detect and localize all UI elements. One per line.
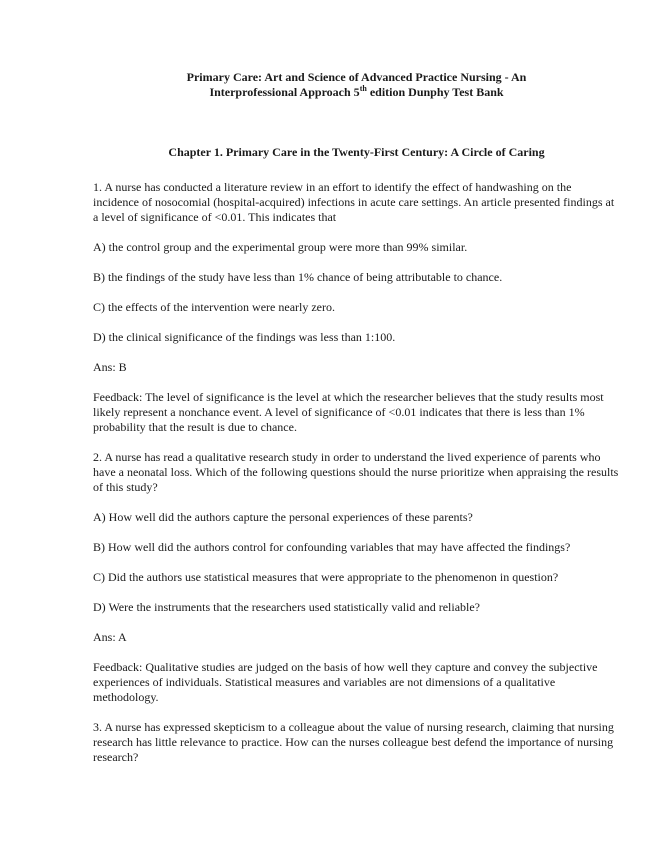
document-title-line2-post: edition Dunphy Test Bank — [366, 85, 504, 99]
question-1-option-a: A) the control group and the experimental group were more than 99% similar. — [93, 240, 468, 254]
question-2-option-d: D) Were the instruments that the researchers used statistically valid and reliable? — [93, 600, 481, 614]
question-1-answer: Ans: B — [93, 360, 127, 374]
question-2-option-b: B) How well did the authors control for confounding variables that may have affected the findings? — [93, 540, 571, 554]
question-2-answer: Ans: A — [93, 630, 127, 644]
question-1-feedback: Feedback: The level of significance is the level at which the researcher believes that the study results most likely represent a nonchance event. A level of significance of <0.01 indicates that there is less than 1% probability that the result is due to chance. — [93, 390, 604, 434]
question-1-option-b: B) the findings of the study have less than 1% chance of being attributable to chance. — [93, 270, 503, 284]
question-block-1 — [93, 180, 620, 435]
question-block-3 — [93, 720, 620, 765]
chapter-heading: Chapter 1. Primary Care in the Twenty-First Century: A Circle of Caring — [168, 145, 545, 159]
document-title-line2-pre: Interprofessional Approach 5 — [209, 85, 360, 99]
question-2-stem: 2. A nurse has read a qualitative research study in order to understand the lived experience of parents who have a neonatal loss. Which of the following questions should the nurse prioritize when appraising the results of this study? — [93, 450, 619, 494]
question-1-option-c: C) the effects of the intervention were nearly zero. — [93, 300, 336, 314]
question-1-stem: 1. A nurse has conducted a literature review in an effort to identify the effect of handwashing on the incidence of nosocomial (hospital-acquired) infections in acute care settings. An article presented findings at a level of significance of <0.01. This indicates that — [93, 180, 615, 224]
document-title-line2 — [93, 85, 620, 100]
question-block-2 — [93, 450, 620, 705]
document-title-line1: Primary Care: Art and Science of Advanced Practice Nursing - An — [186, 70, 527, 84]
question-2-option-c: C) Did the authors use statistical measures that were appropriate to the phenomenon in question? — [93, 570, 559, 584]
question-1-option-d: D) the clinical significance of the findings was less than 1:100. — [93, 330, 396, 344]
question-2-option-a: A) How well did the authors capture the personal experiences of these parents? — [93, 510, 473, 524]
edition-superscript: th — [359, 84, 367, 93]
question-2-feedback: Feedback: Qualitative studies are judged on the basis of how well they capture and convey the subjective experiences of individuals. Statistical measures and variables are not dimensions of a qualitative methodology. — [93, 660, 598, 704]
document-title — [93, 70, 620, 100]
question-3-stem: 3. A nurse has expressed skepticism to a colleague about the value of nursing research, claiming that nursing research has little relevance to practice. How can the nurses colleague best defend the importance of nursing research? — [93, 720, 614, 764]
